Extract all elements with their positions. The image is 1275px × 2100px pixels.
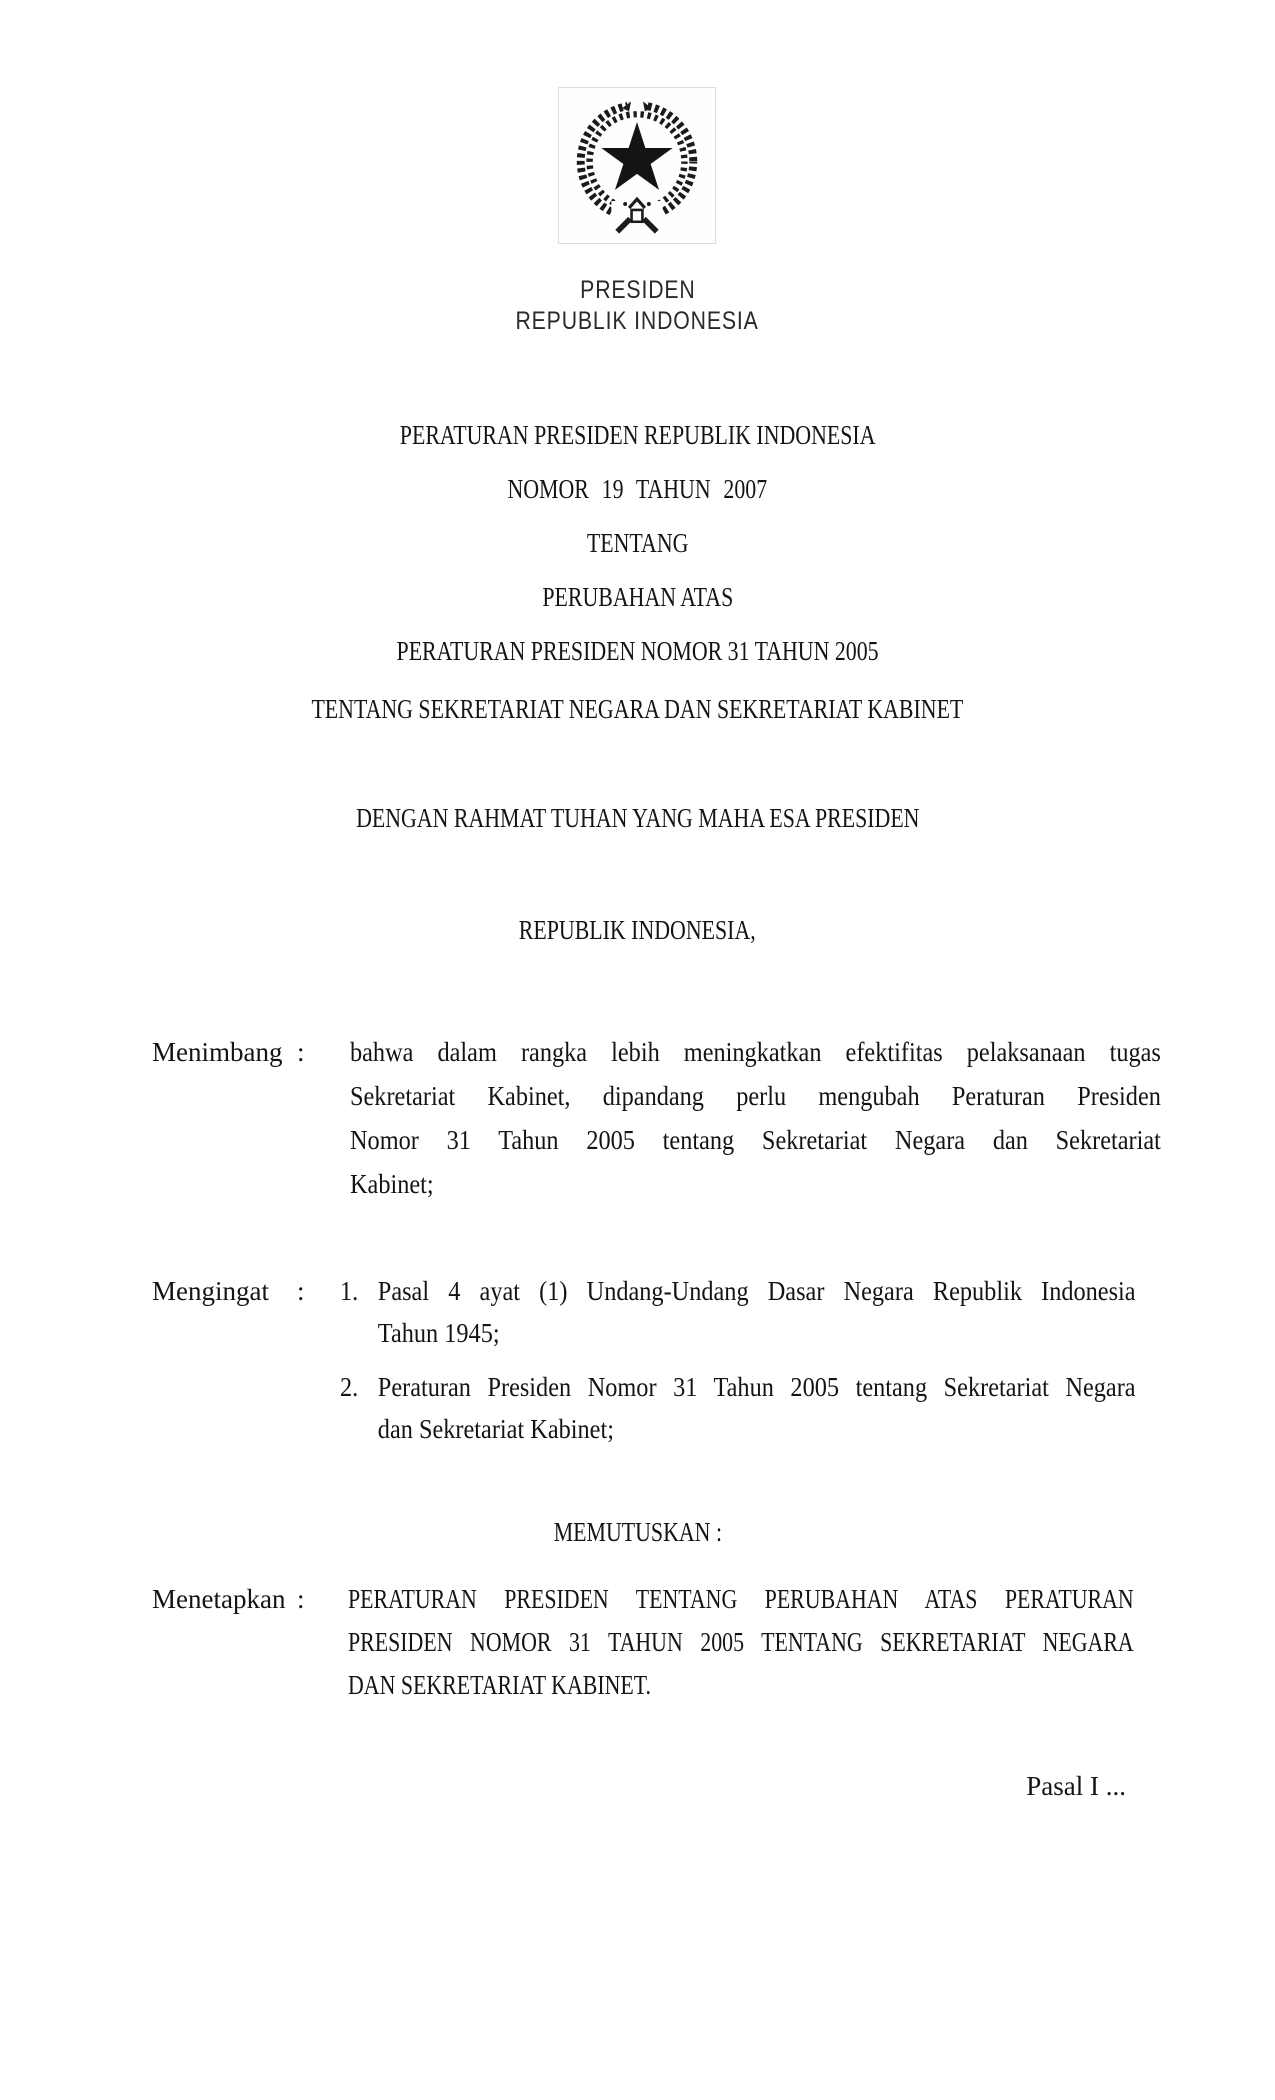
memutuskan-heading-text: MEMUTUSKAN : bbox=[553, 1517, 722, 1547]
presidential-seal-image bbox=[558, 87, 716, 244]
preamble-invocation bbox=[0, 803, 1275, 834]
doc-title-text-3: TENTANG bbox=[586, 528, 689, 558]
list-item-number: 2. bbox=[340, 1372, 359, 1402]
menimbang-paragraph bbox=[350, 1030, 1161, 1206]
mengingat-item2-line: dan Sekretariat Kabinet; bbox=[377, 1414, 614, 1444]
page-catchword: Pasal I ... bbox=[1026, 1771, 1126, 1801]
doc-title-line-5 bbox=[0, 636, 1275, 667]
doc-title-text-6: TENTANG SEKRETARIAT NEGARA DAN SEKRETARIAT KABINET bbox=[311, 694, 964, 724]
menimbang-line: bahwa dalam rangka lebih meningkatkan efektifitas pelaksanaan tugas bbox=[350, 1037, 1161, 1067]
star-wreath-emblem-icon bbox=[559, 88, 715, 243]
menetapkan-line: DAN SEKRETARIAT KABINET. bbox=[348, 1670, 652, 1700]
menimbang-line: Nomor 31 Tahun 2005 tentang Sekretariat Negara dan Sekretariat bbox=[350, 1125, 1161, 1155]
doc-title-line-2 bbox=[0, 474, 1275, 505]
doc-title-line-3 bbox=[0, 528, 1275, 559]
letterhead-presiden-text: PRESIDEN bbox=[579, 276, 696, 304]
doc-title-text-5: PERATURAN PRESIDEN NOMOR 31 TAHUN 2005 bbox=[396, 636, 879, 666]
letterhead-republik-indonesia bbox=[0, 308, 1275, 336]
menimbang-colon: : bbox=[297, 1037, 305, 1067]
preamble-subject bbox=[0, 915, 1275, 946]
mengingat-label: Mengingat bbox=[152, 1276, 269, 1306]
mengingat-item-1 bbox=[340, 1270, 1136, 1354]
preamble-invocation-text: DENGAN RAHMAT TUHAN YANG MAHA ESA PRESIDEN bbox=[355, 803, 920, 833]
doc-title-text-1: PERATURAN PRESIDEN REPUBLIK INDONESIA bbox=[399, 420, 876, 450]
menimbang-line: Kabinet; bbox=[350, 1169, 434, 1199]
mengingat-item2-line: Peraturan Presiden Nomor 31 Tahun 2005 tentang Sekretariat Negara bbox=[377, 1372, 1136, 1402]
list-item-text bbox=[378, 1270, 1136, 1354]
menetapkan-line: PERATURAN PRESIDEN TENTANG PERUBAHAN ATAS PERATURAN bbox=[348, 1584, 1134, 1614]
list-item-text bbox=[378, 1366, 1136, 1450]
doc-title-line-6 bbox=[0, 694, 1275, 725]
menetapkan-paragraph bbox=[348, 1578, 1134, 1707]
menetapkan-line: PRESIDEN NOMOR 31 TAHUN 2005 TENTANG SEKRETARIAT NEGARA bbox=[348, 1627, 1134, 1657]
preamble-subject-text: REPUBLIK INDONESIA, bbox=[519, 915, 756, 945]
letterhead-republik-text: REPUBLIK INDONESIA bbox=[515, 307, 760, 335]
list-item-number: 1. bbox=[340, 1276, 359, 1306]
doc-title-line-4 bbox=[0, 582, 1275, 613]
menetapkan-label: Menetapkan bbox=[152, 1584, 286, 1614]
menimbang-line: Sekretariat Kabinet, dipandang perlu mengubah Peraturan Presiden bbox=[350, 1081, 1161, 1111]
mengingat-item1-line: Pasal 4 ayat (1) Undang-Undang Dasar Negara Republik Indonesia bbox=[377, 1276, 1136, 1306]
mengingat-item-2 bbox=[340, 1366, 1136, 1450]
doc-title-line-1 bbox=[0, 420, 1275, 451]
mengingat-colon: : bbox=[297, 1276, 305, 1306]
doc-title-text-4: PERUBAHAN ATAS bbox=[542, 582, 733, 612]
memutuskan-heading bbox=[0, 1517, 1275, 1548]
menetapkan-colon: : bbox=[297, 1584, 305, 1614]
menimbang-label: Menimbang bbox=[152, 1037, 283, 1067]
letterhead-presiden bbox=[0, 277, 1275, 305]
doc-title-text-2: NOMOR 19 TAHUN 2007 bbox=[507, 474, 768, 504]
mengingat-item1-line: Tahun 1945; bbox=[377, 1318, 500, 1348]
